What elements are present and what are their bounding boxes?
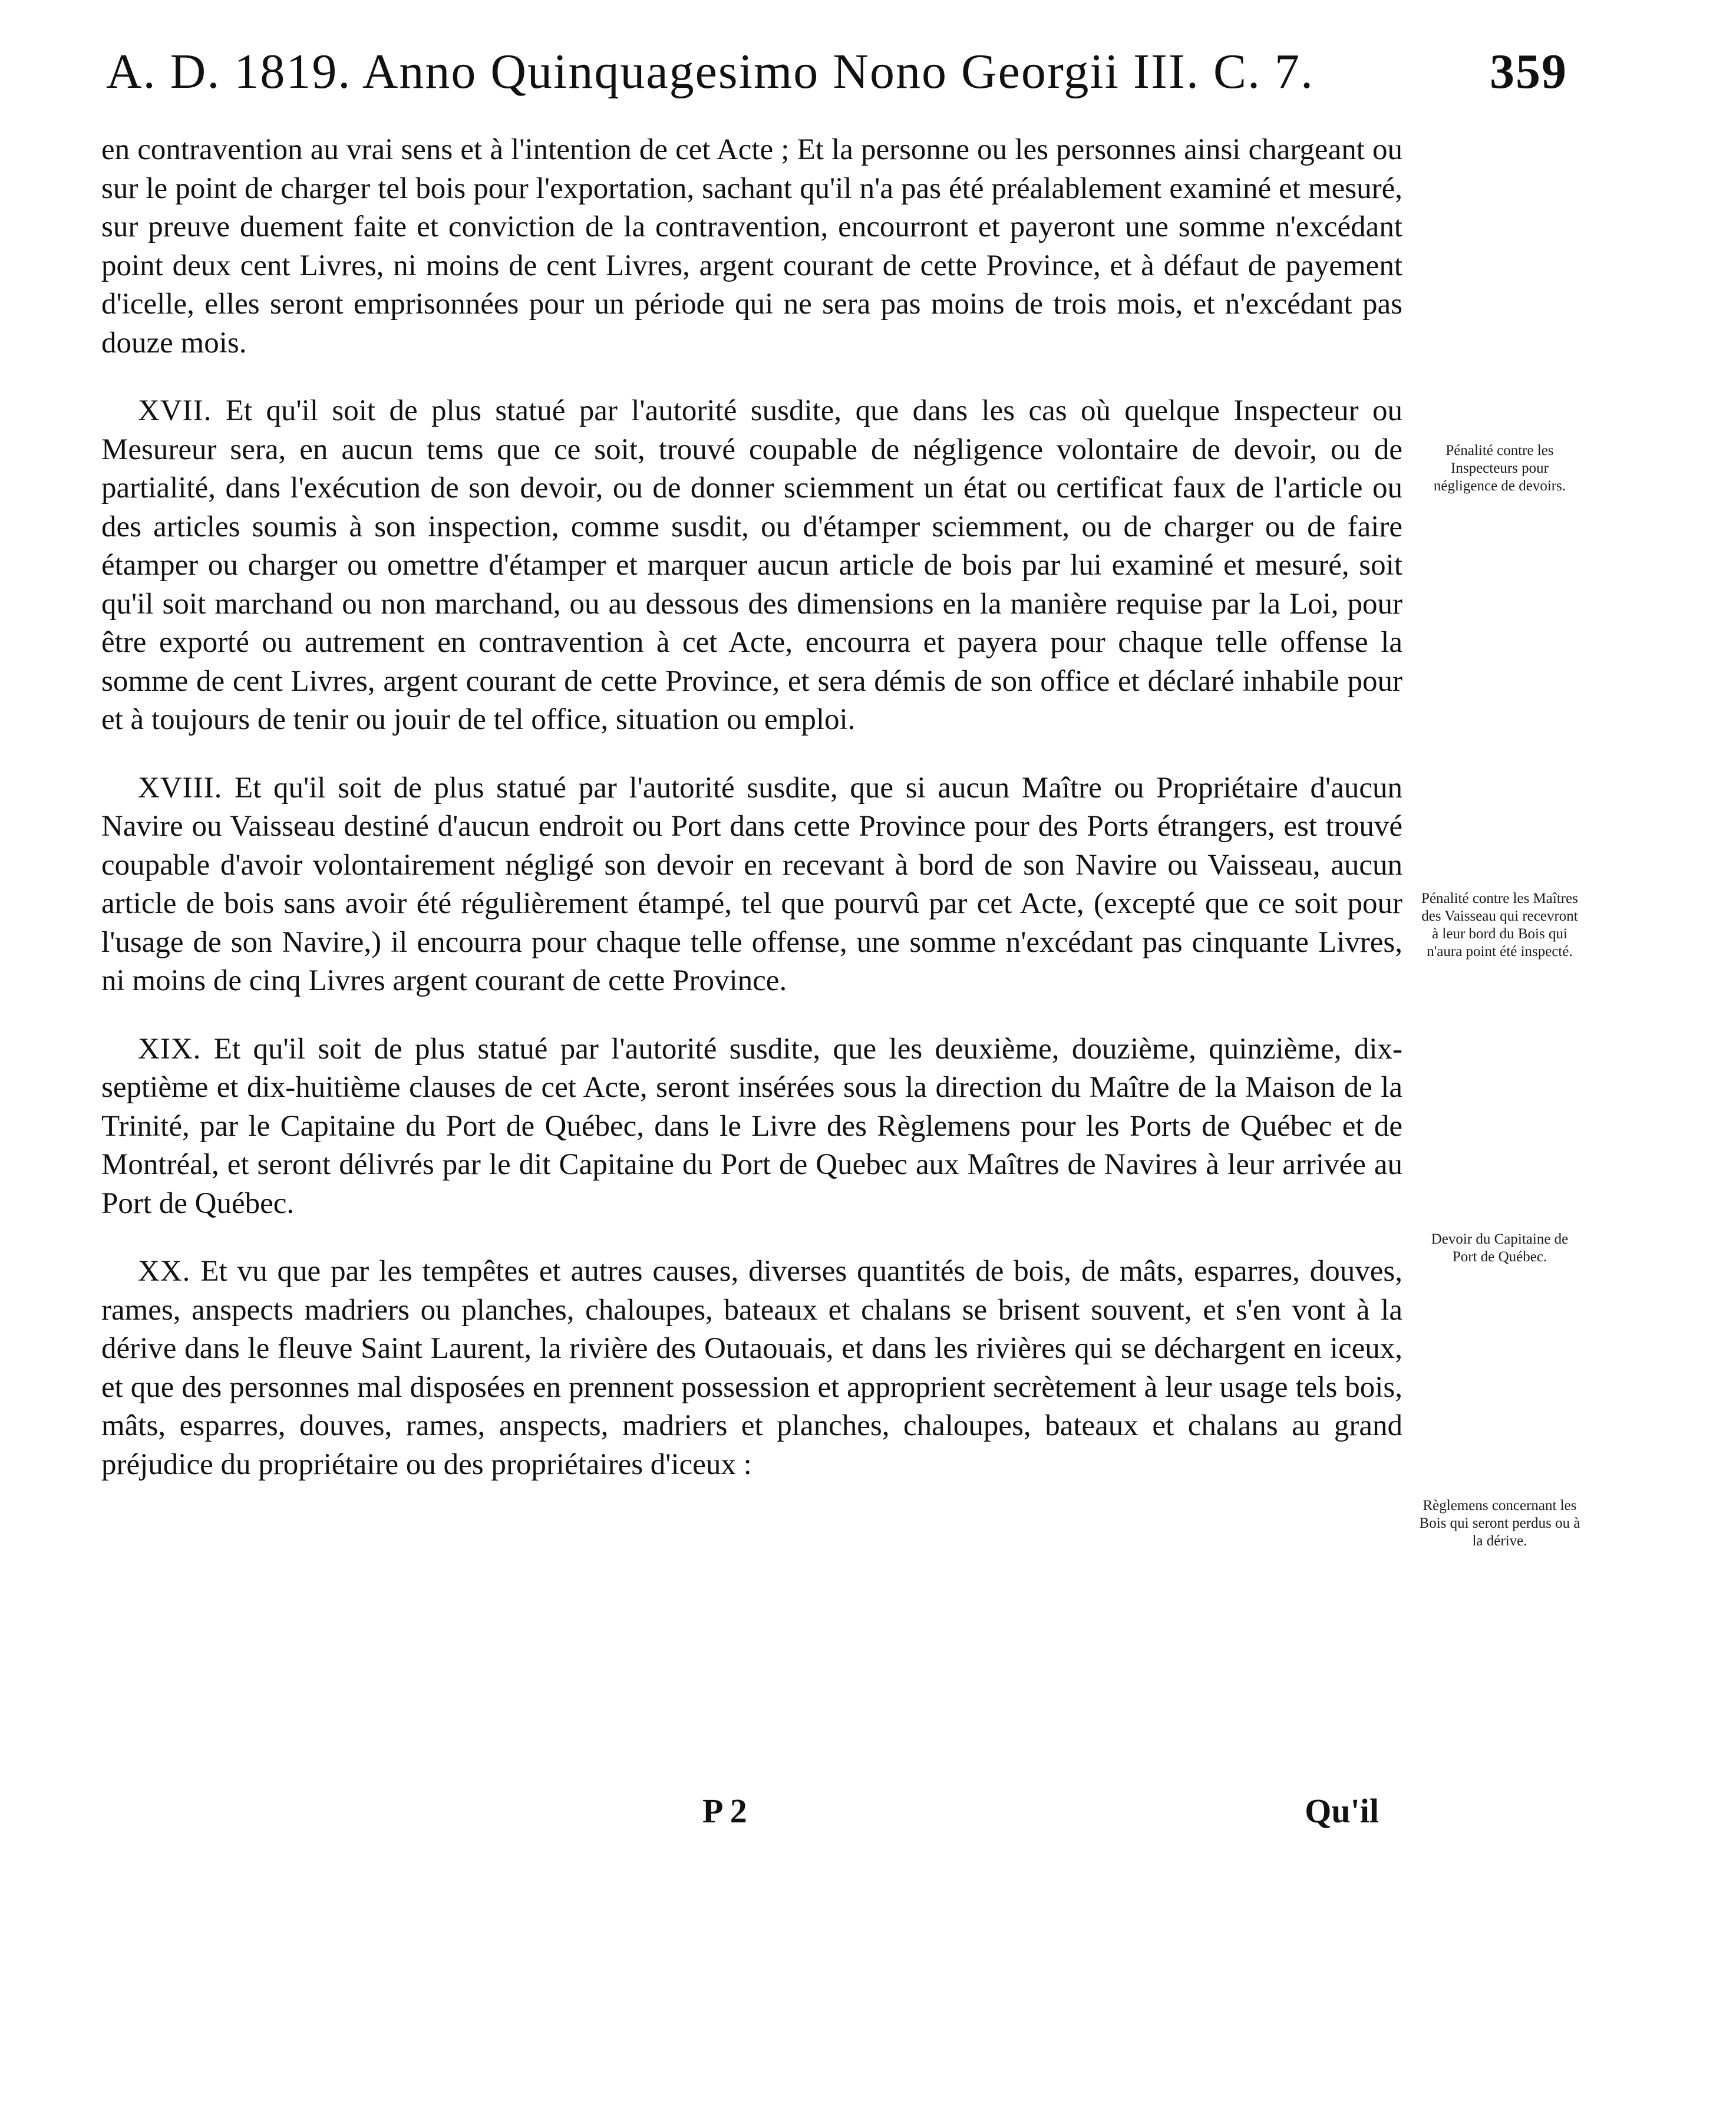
- main-text-column: [101, 131, 1402, 1484]
- section-xvii: [101, 392, 1402, 740]
- section-numeral: XIX.: [138, 1032, 202, 1066]
- margin-note-xviii: Pénalité contre les Maîtres des Vaisseau qui recevront à leur bord du Bois qui n'aura point été inspecté.: [1421, 891, 1578, 960]
- page-number: 359: [1490, 44, 1567, 99]
- section-numeral: XVIII.: [138, 771, 223, 805]
- running-head: [106, 37, 1615, 107]
- margin-note-xvii: Pénalité contre les Inspecteurs pour négligence de devoirs.: [1433, 443, 1566, 494]
- section-xix: [101, 1030, 1402, 1224]
- continued-paragraph: en contravention au vrai sens et à l'intention de cet Acte ; Et la personne ou les personnes ainsi chargeant ou sur le point de charger tel bois pour l'exportation, sachant qu'il n'a pas été préalablement examiné et mesuré, sur preuve duement faite et conviction de la contravention, encourront et payeront une somme n'excédant point deux cent Livres, ni moins de cent Livres, argent courant de cette Province, et à défaut de payement d'icelle, elles seront emprisonnées pour un période qui ne sera pas moins de trois mois, et n'excédant pas douze mois.: [101, 133, 1402, 360]
- page-footer: [101, 1791, 1402, 1832]
- section-xx: [101, 1252, 1402, 1484]
- section-text: Et qu'il soit de plus statué par l'autorité susdite, que les deuxième, douzième, quinzième, dix-septième et dix-huitième clauses de cet Acte, seront insérées sous la direction du Maître de la Maison de la Trinité, par le Capitaine du Port de Québec, dans le Livre des Règlemens pour les Ports de Québec et de Montréal, et seront délivrés par le dit Capitaine du Port de Quebec aux Maîtres de Navires à leur arrivée au Port de Québec.: [101, 1032, 1403, 1220]
- section-text: Et vu que par les tempêtes et autres causes, diverses quantités de bois, de mâts, esparres, douves, rames, anspects madriers ou planches, chaloupes, bateaux et chalans se brisent souvent, et s'en vont à la dérive dans le fleuve Saint Laurent, la rivière des Outaouais, et dans les rivières qui se déchargent en iceux, et que des personnes mal disposées en prennent possession et approprient secrètement à leur usage tels bois, mâts, esparres, douves, rames, anspects, madriers et planches, chaloupes, bateaux et chalans au grand préjudice du propriétaire ou des propriétaires d'iceux :: [101, 1255, 1403, 1481]
- page-title: A. D. 1819. Anno Quinquagesimo Nono Georgii III. C. 7.: [106, 44, 1314, 99]
- section-xviii: [101, 769, 1402, 1001]
- section-text: Et qu'il soit de plus statué par l'autorité susdite, que si aucun Maître ou Propriétaire d'aucun Navire ou Vaisseau destiné d'aucun endroit ou Port dans cette Province pour des Ports étrangers, est trouvé coupable d'avoir volontairement négligé son devoir en recevant à bord de son Navire ou Vaisseau, aucun article de bois sans avoir été régulièrement étampé, tel que pourvû par cet Acte, (excepté que ce soit pour l'usage de son Navire,) il encourra pour chaque telle offense, une somme n'excédant pas cinquante Livres, ni moins de cinq Livres argent courant de cette Province.: [101, 771, 1402, 997]
- section-numeral: XVII.: [138, 394, 212, 427]
- margin-note-xx: Règlemens concernant les Bois qui seront perdus ou à la dérive.: [1419, 1498, 1580, 1549]
- section-text: Et qu'il soit de plus statué par l'autorité susdite, que dans les cas où quelque Inspecteur ou Mesureur sera, en aucun tems que ce soit, trouvé coupable de négligence volontaire de devoir, ou de partialité, dans l'exécution de son devoir, ou de donner sciemment un état ou certificat faux de l'article ou des articles soumis à son inspection, comme susdit, ou d'étamper sciemment, ou de charger ou de faire étamper ou charger ou omettre d'étamper et marquer aucun article de bois par lui examiné et mesuré, soit qu'il soit marchand ou non marchand, ou au dessous des dimensions en la manière requise par la Loi, pour être exporté ou autrement en contravention à cet Acte, encourra et payera pour chaque telle offense la somme de cent Livres, argent courant de cette Province, et sera démis de son office et déclaré inhabile pour et à toujours de tenir ou jouir de tel office, situation ou emploi.: [101, 394, 1402, 736]
- margin-note-xix: Devoir du Capitaine de Port de Québec.: [1431, 1231, 1569, 1265]
- catchword: Qu'il: [1305, 1792, 1379, 1830]
- section-numeral: XX.: [138, 1255, 191, 1288]
- signature-mark: P 2: [702, 1792, 747, 1830]
